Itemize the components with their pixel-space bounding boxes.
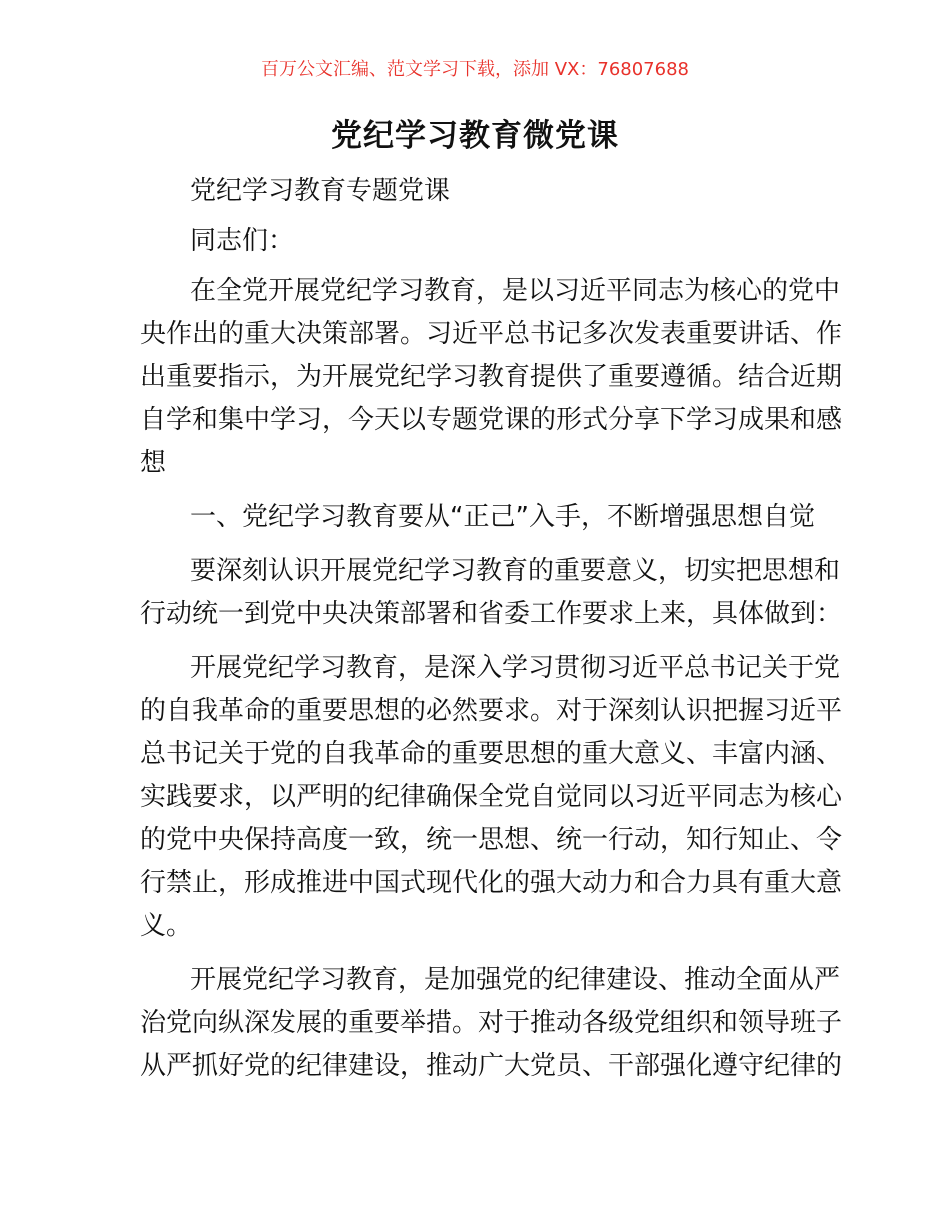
text-line: 行动统一到党中央决策部署和省委工作要求上来，具体做到：: [140, 599, 843, 629]
text-line: 开展党纪学习教育，是加强党的纪律建设、推动全面从严: [190, 965, 841, 995]
text-line: 从严抓好党的纪律建设，推动广大党员、干部强化遵守纪律的: [140, 1051, 843, 1081]
watermark-header: 百万公文汇编、范文学习下载，添加 VX：76807688: [261, 59, 689, 80]
paragraph: [140, 959, 843, 1088]
text-line: 自学和集中学习，今天以专题党课的形式分享下学习成果和感: [140, 405, 843, 435]
text-line: 治党向纵深发展的重要举措。对于推动各级党组织和领导班子: [140, 1008, 843, 1038]
text-line: 央作出的重大决策部署。习近平总书记多次发表重要讲话、作: [140, 319, 843, 349]
text-line: 想: [140, 448, 167, 478]
text-line: 义。: [140, 911, 193, 941]
salutation: 同志们：: [190, 226, 295, 256]
document-title: 党纪学习教育微党课: [331, 118, 619, 154]
paragraphs: [140, 270, 843, 1088]
paragraph: [140, 647, 843, 948]
text-line: 一、党纪学习教育要从“正己”入手，不断增强思想自觉: [190, 502, 815, 532]
text-line: 行禁止，形成推进中国式现代化的强大动力和合力具有重大意: [140, 868, 843, 898]
text-line: 在全党开展党纪学习教育，是以习近平同志为核心的党中: [190, 276, 841, 306]
document-body: [140, 170, 843, 1099]
paragraph: [140, 270, 843, 485]
text-line: 实践要求，以严明的纪律确保全党自觉同以习近平同志为核心: [140, 782, 843, 812]
section-heading: [140, 496, 820, 539]
document-subtitle: 党纪学习教育专题党课: [190, 176, 451, 206]
text-line: 的自我革命的重要思想的必然要求。对于深刻认识把握习近平: [140, 696, 843, 726]
text-line: 的党中央保持高度一致，统一思想、统一行动，知行知止、令: [140, 825, 843, 855]
text-line: 开展党纪学习教育，是深入学习贯彻习近平总书记关于党: [190, 653, 841, 683]
text-line: 总书记关于党的自我革命的重要思想的重大意义、丰富内涵、: [140, 739, 843, 769]
text-line: 出重要指示，为开展党纪学习教育提供了重要遵循。结合近期: [140, 362, 843, 392]
text-line: 要深刻认识开展党纪学习教育的重要意义，切实把思想和: [190, 556, 841, 586]
paragraph: [140, 550, 843, 636]
